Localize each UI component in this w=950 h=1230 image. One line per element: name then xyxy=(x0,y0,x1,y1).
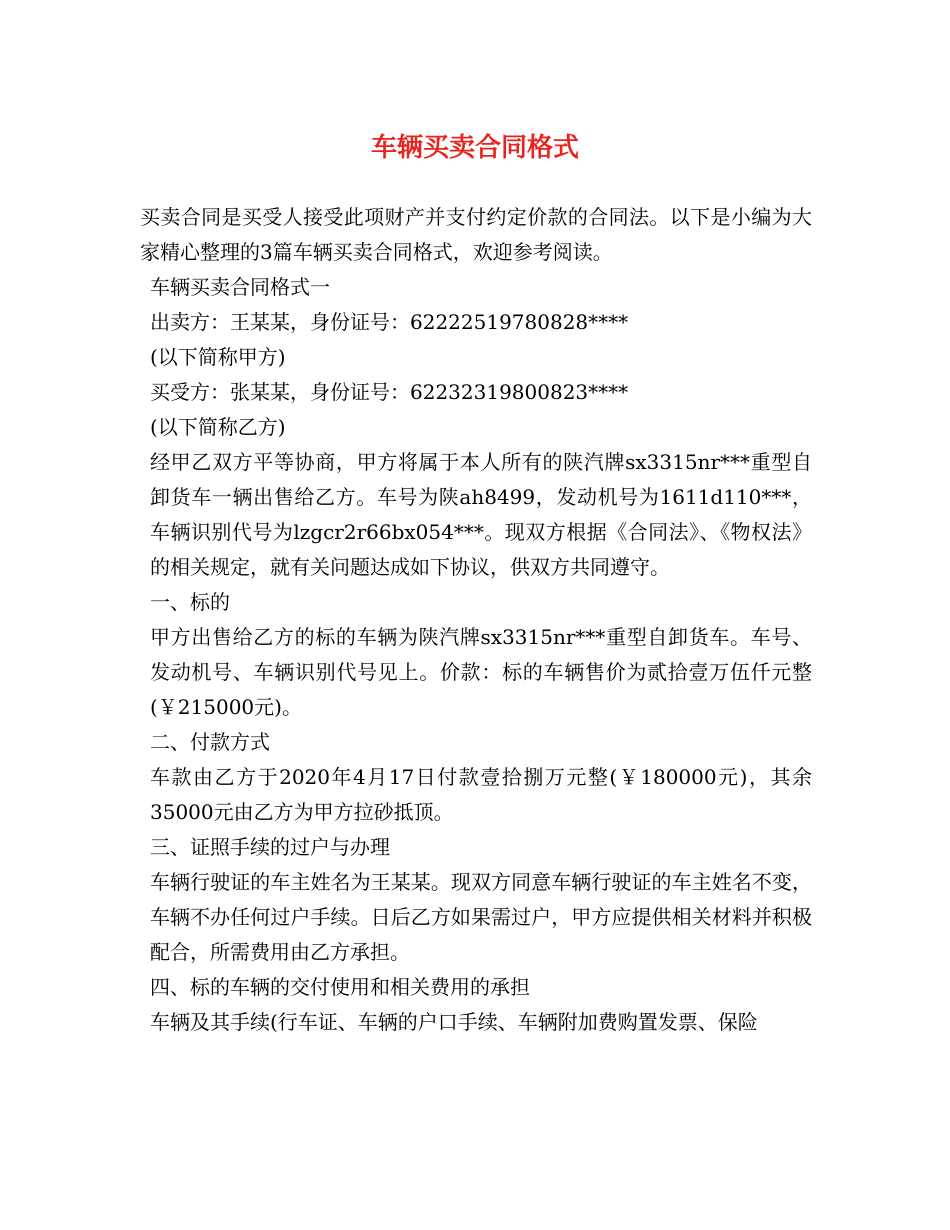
buyer-line: 买受方：张某某，身份证号：62232319800823**** xyxy=(150,380,629,404)
seller-alias: (以下简称甲方) xyxy=(150,345,286,369)
clause-paragraph: 车辆行驶证的车主姓名为王某某。现双方同意车辆行驶证的车主姓名不变，车辆不办任何过户手续。日后乙方如果需过户，甲方应提供相关材料并积极配合，所需费用由乙方承担。 xyxy=(150,870,812,964)
clause-paragraph: 车辆及其手续(行车证、车辆的户口手续、车辆附加费购置发票、保险 xyxy=(150,1010,758,1034)
intro-paragraph: 买卖合同是买受人接受此项财产并支付约定价款的合同法。以下是小编为大家精心整理的3篇车辆买卖合同格式，欢迎参考阅读。 xyxy=(140,205,812,264)
agreement-paragraph: 经甲乙双方平等协商，甲方将属于本人所有的陕汽牌sx3315nr***重型自卸货车一辆出售给乙方。车号为陕ah8499，发动机号为1611d110***，车辆识别代号为lzgcr2r66bx054***。现双方根据《合同法》、《物权法》的相关规定，就有关问题达成如下协议，供双方共同遵守。 xyxy=(150,450,812,579)
clause-heading: 二、付款方式 xyxy=(150,730,270,754)
clause-heading: 四、标的车辆的交付使用和相关费用的承担 xyxy=(150,975,530,999)
clause-heading: 一、标的 xyxy=(150,590,230,614)
section-heading: 车辆买卖合同格式一 xyxy=(150,275,330,299)
buyer-alias: (以下简称乙方) xyxy=(150,415,286,439)
clause-heading: 三、证照手续的过户与办理 xyxy=(150,835,390,859)
clause-paragraph: 甲方出售给乙方的标的车辆为陕汽牌sx3315nr***重型自卸货车。车号、发动机号、车辆识别代号见上。价款：标的车辆售价为贰拾壹万伍仟元整(￥215000元)。 xyxy=(150,625,812,719)
document-body xyxy=(140,200,812,1040)
clause-paragraph: 车款由乙方于2020年4月17日付款壹拾捌万元整(￥180000元)，其余35000元由乙方为甲方拉砂抵顶。 xyxy=(150,765,812,824)
document-title: 车辆买卖合同格式 xyxy=(370,133,579,163)
seller-line: 出卖方：王某某，身份证号：62222519780828**** xyxy=(150,310,629,334)
